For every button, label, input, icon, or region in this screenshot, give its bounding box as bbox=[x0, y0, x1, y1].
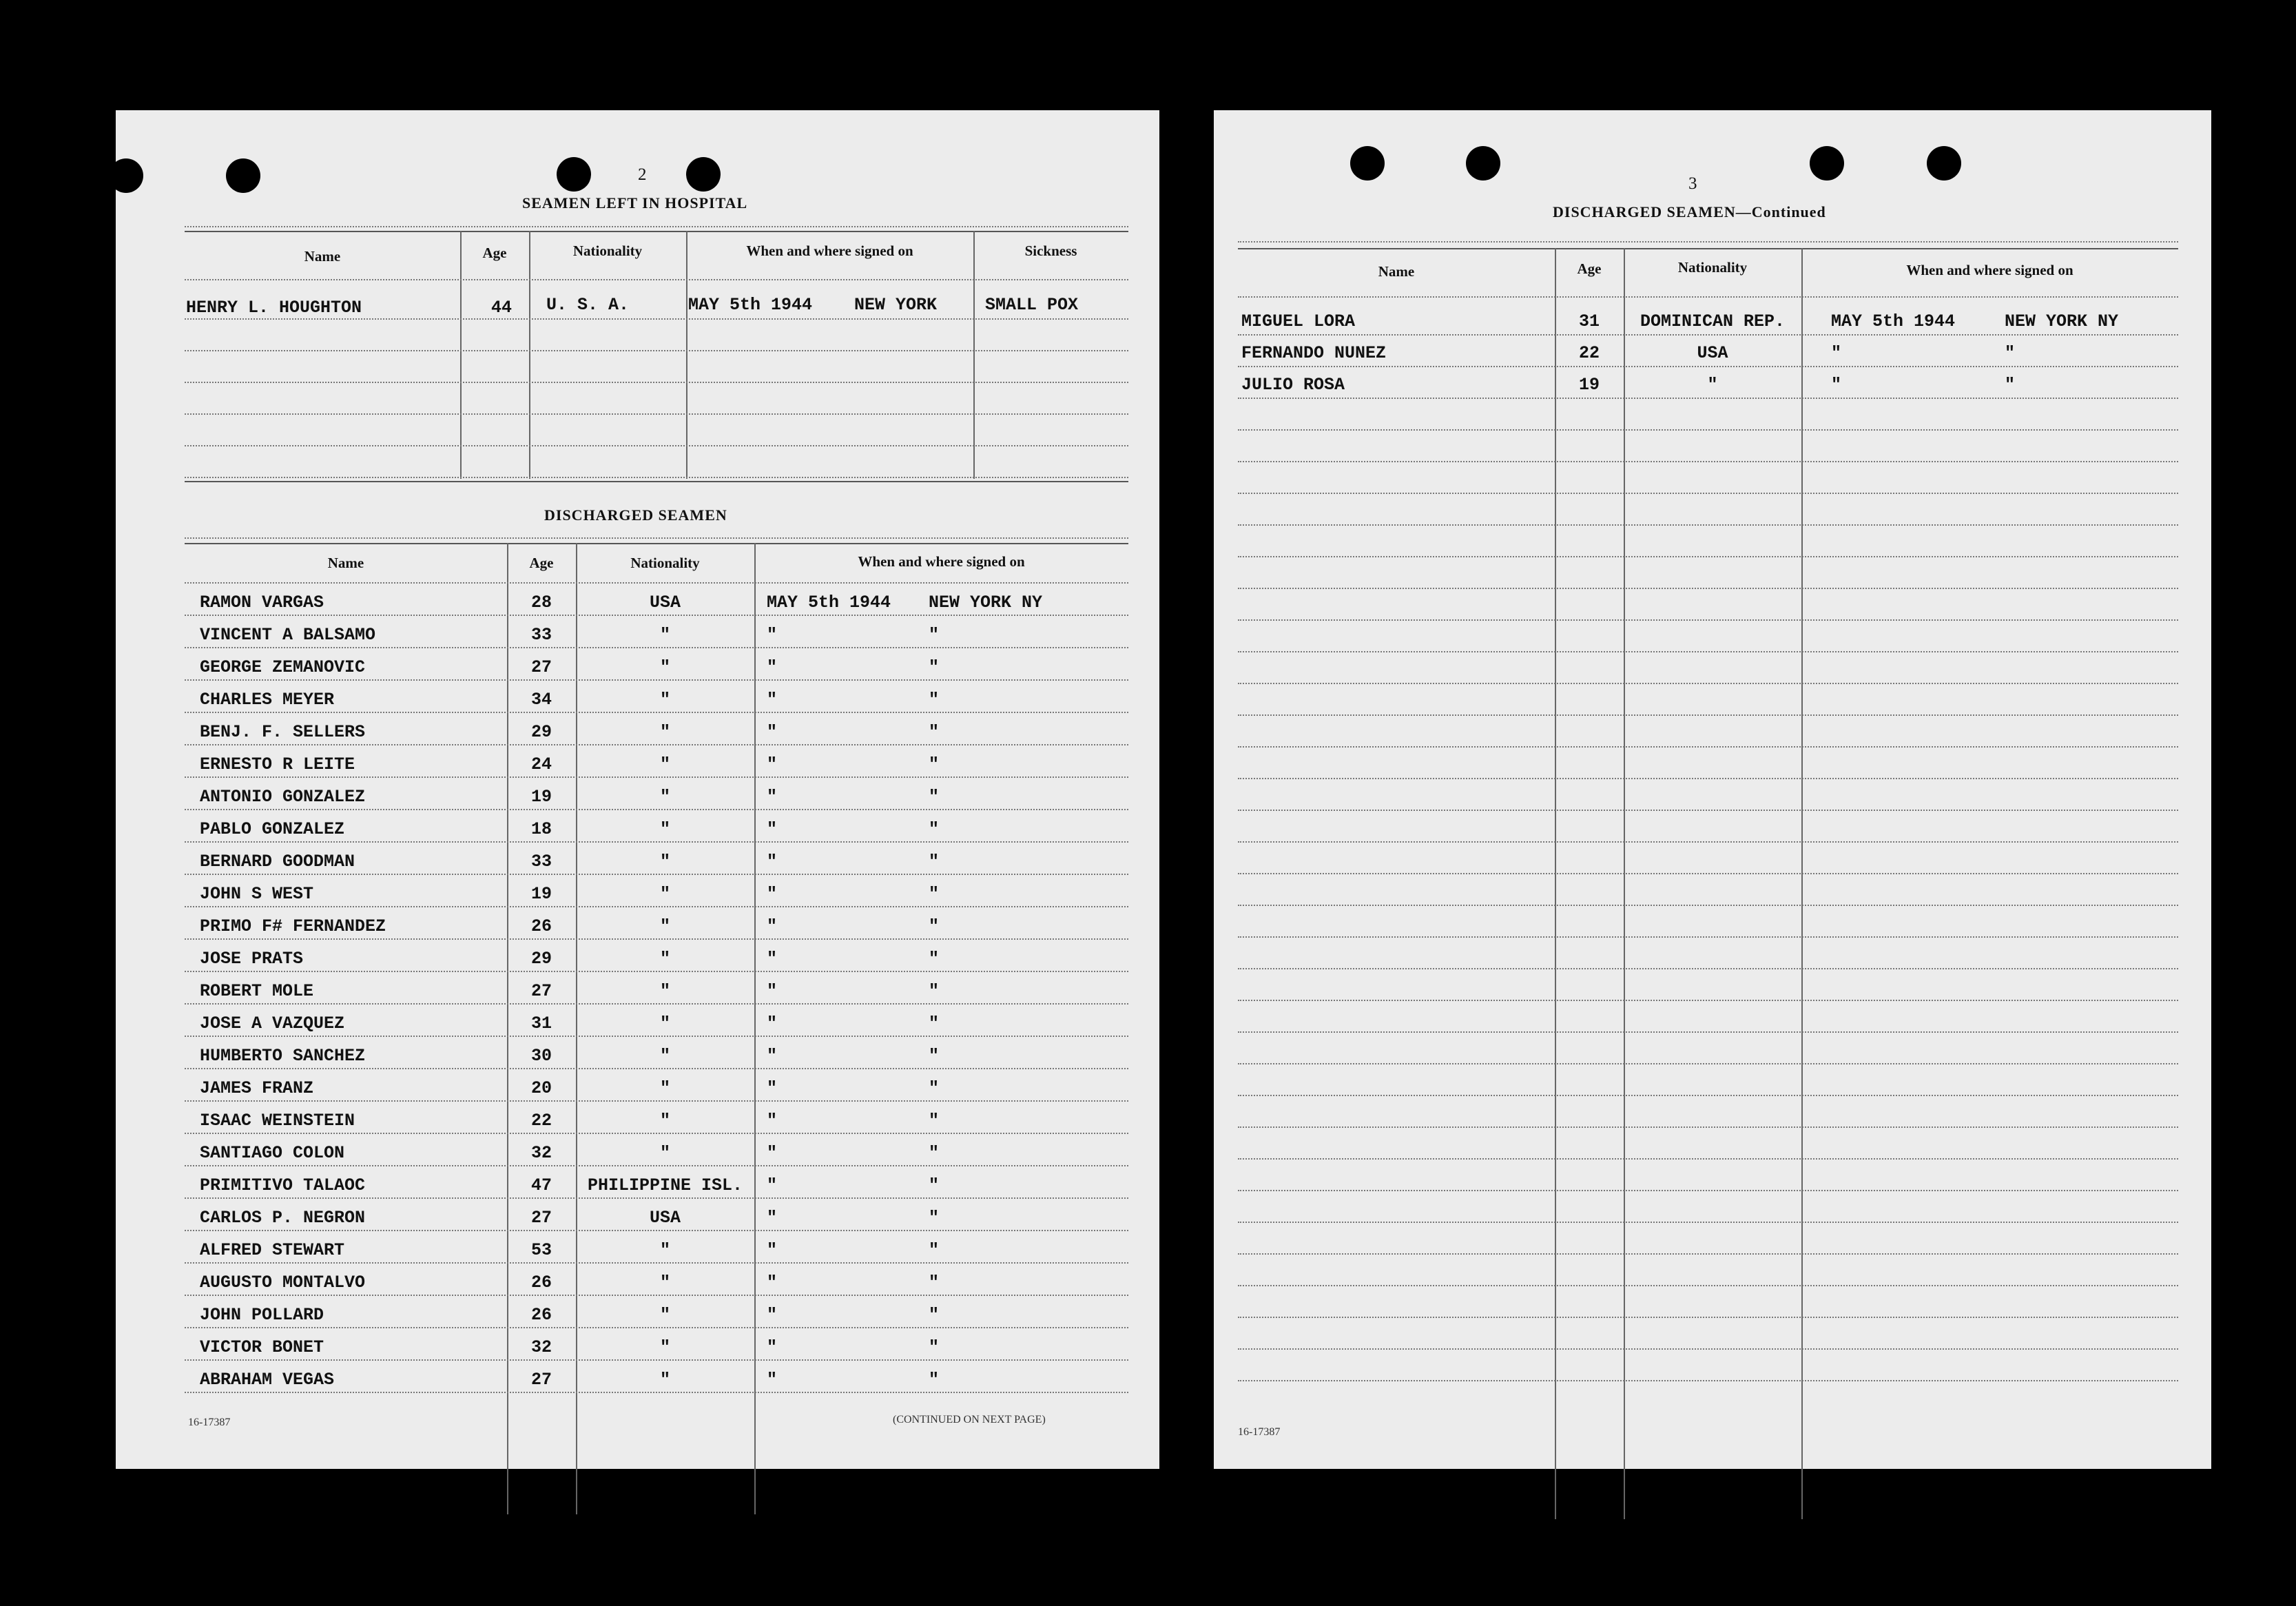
left-page bbox=[116, 110, 1159, 1469]
form-number: 16-17387 bbox=[188, 1417, 231, 1428]
seaman-signed-place: " bbox=[929, 1143, 940, 1163]
seaman-signed-date: MAY 5th 1944 bbox=[1831, 311, 1956, 331]
seaman-signed-date: " bbox=[767, 1143, 778, 1163]
hospital-nationality: U. S. A. bbox=[546, 295, 630, 315]
seaman-name: PABLO GONZALEZ bbox=[200, 819, 345, 839]
table-rule bbox=[1238, 493, 2178, 494]
column-divider bbox=[460, 231, 462, 479]
table-rule bbox=[1238, 1380, 2178, 1381]
seaman-signed-place: " bbox=[929, 1111, 940, 1131]
seaman-name: PRIMO F# FERNANDEZ bbox=[200, 916, 386, 936]
seaman-signed-date: " bbox=[767, 690, 778, 710]
seaman-signed-place: " bbox=[929, 981, 940, 1001]
seaman-signed-place: " bbox=[929, 1370, 940, 1390]
table-rule bbox=[185, 582, 1128, 584]
seaman-name: PRIMITIVO TALAOC bbox=[200, 1175, 366, 1195]
table-rule bbox=[185, 1327, 1128, 1328]
table-rule bbox=[185, 809, 1128, 810]
discharged-continued-title: DISCHARGED SEAMEN—Continued bbox=[1553, 203, 1826, 220]
seaman-nationality: DOMINICAN REP. bbox=[1640, 311, 1786, 331]
punch-hole bbox=[686, 157, 721, 192]
seaman-name: MIGUEL LORA bbox=[1241, 311, 1356, 331]
table-rule bbox=[1238, 1158, 2178, 1160]
seaman-signed-place: " bbox=[929, 690, 940, 710]
seaman-age: 26 bbox=[530, 916, 552, 936]
table-rule bbox=[185, 1165, 1128, 1166]
seaman-name: ROBERT MOLE bbox=[200, 981, 314, 1001]
seaman-signed-place: " bbox=[2005, 375, 2016, 395]
table-rule bbox=[185, 874, 1128, 875]
seaman-age: 33 bbox=[530, 852, 552, 872]
seaman-age: 19 bbox=[530, 884, 552, 904]
punch-hole bbox=[1927, 146, 1961, 181]
seaman-signed-place: " bbox=[929, 1273, 940, 1293]
table-rule bbox=[185, 1392, 1128, 1393]
seaman-signed-place: NEW YORK NY bbox=[2005, 311, 2119, 331]
column-divider bbox=[754, 543, 756, 1514]
col-header-age: Age bbox=[482, 245, 507, 261]
col-header-name: Name bbox=[327, 555, 364, 571]
seaman-signed-place: " bbox=[929, 1337, 940, 1357]
seaman-signed-date: " bbox=[767, 916, 778, 936]
seaman-age: 29 bbox=[530, 949, 552, 969]
table-rule bbox=[1238, 1285, 2178, 1286]
table-rule bbox=[1238, 1126, 2178, 1128]
column-divider bbox=[1555, 248, 1556, 1519]
table-rule bbox=[185, 413, 1128, 415]
seaman-signed-place: " bbox=[929, 1013, 940, 1033]
seaman-name: BERNARD GOODMAN bbox=[200, 852, 355, 872]
table-rule bbox=[185, 776, 1128, 778]
table-rule bbox=[185, 537, 1128, 539]
table-rule bbox=[1238, 588, 2178, 589]
table-rule bbox=[1238, 398, 2178, 399]
seaman-age: 29 bbox=[530, 722, 552, 742]
table-rule bbox=[185, 350, 1128, 351]
seaman-nationality: " bbox=[659, 1240, 670, 1260]
table-rule bbox=[185, 1230, 1128, 1231]
seaman-age: 33 bbox=[530, 625, 552, 645]
seaman-signed-date: " bbox=[767, 1046, 778, 1066]
table-rule bbox=[1238, 683, 2178, 684]
seaman-signed-date: " bbox=[767, 787, 778, 807]
seaman-age: 19 bbox=[530, 787, 552, 807]
seaman-age: 31 bbox=[1578, 311, 1600, 331]
seaman-name: ISAAC WEINSTEIN bbox=[200, 1111, 355, 1131]
col-header-age: Age bbox=[1577, 260, 1602, 277]
seaman-age: 34 bbox=[530, 690, 552, 710]
form-number: 16-17387 bbox=[1238, 1426, 1281, 1438]
seaman-signed-date: " bbox=[767, 625, 778, 645]
punch-hole bbox=[226, 158, 260, 193]
seaman-signed-place: " bbox=[929, 787, 940, 807]
seaman-age: 27 bbox=[530, 1370, 552, 1390]
seaman-nationality: " bbox=[659, 1143, 670, 1163]
seaman-signed-date: " bbox=[767, 1273, 778, 1293]
seaman-name: BENJ. F. SELLERS bbox=[200, 722, 366, 742]
hospital-section-title: SEAMEN LEFT IN HOSPITAL bbox=[522, 194, 748, 212]
seaman-nationality: " bbox=[659, 754, 670, 774]
seaman-nationality: " bbox=[659, 981, 670, 1001]
punch-hole bbox=[109, 158, 143, 193]
seaman-signed-date: " bbox=[767, 1013, 778, 1033]
seaman-signed-date: " bbox=[767, 722, 778, 742]
seaman-signed-place: " bbox=[929, 1078, 940, 1098]
seaman-name: ERNESTO R LEITE bbox=[200, 754, 355, 774]
discharged-section-title: DISCHARGED SEAMEN bbox=[544, 506, 727, 524]
table-rule bbox=[1238, 651, 2178, 652]
page-number: 2 bbox=[638, 165, 647, 184]
table-rule bbox=[1238, 746, 2178, 748]
seaman-signed-date: " bbox=[767, 1111, 778, 1131]
seaman-age: 53 bbox=[530, 1240, 552, 1260]
seaman-name: AUGUSTO MONTALVO bbox=[200, 1273, 366, 1293]
table-rule bbox=[185, 231, 1128, 232]
col-header-name: Name bbox=[304, 248, 341, 265]
seaman-name: JOSE A VAZQUEZ bbox=[200, 1013, 345, 1033]
seaman-signed-place: " bbox=[929, 949, 940, 969]
table-rule bbox=[1238, 1253, 2178, 1255]
seaman-age: 22 bbox=[530, 1111, 552, 1131]
seaman-signed-place: " bbox=[929, 1240, 940, 1260]
table-rule bbox=[1238, 366, 2178, 367]
seaman-name: JOHN POLLARD bbox=[200, 1305, 324, 1325]
table-rule bbox=[185, 1133, 1128, 1134]
seaman-nationality: " bbox=[659, 1273, 670, 1293]
table-rule bbox=[1238, 1317, 2178, 1318]
seaman-nationality: PHILIPPINE ISL. bbox=[587, 1175, 743, 1195]
table-rule bbox=[185, 1100, 1128, 1102]
col-header-nationality: Nationality bbox=[630, 555, 700, 571]
table-rule bbox=[1238, 461, 2178, 462]
seaman-age: 27 bbox=[530, 981, 552, 1001]
seaman-signed-date: " bbox=[767, 1305, 778, 1325]
hospital-sickness: SMALL POX bbox=[985, 295, 1079, 315]
table-rule bbox=[185, 382, 1128, 383]
seaman-name: VICTOR BONET bbox=[200, 1337, 324, 1357]
seaman-nationality: " bbox=[659, 690, 670, 710]
table-rule bbox=[1238, 1063, 2178, 1064]
seaman-signed-place: " bbox=[929, 722, 940, 742]
seaman-name: ABRAHAM VEGAS bbox=[200, 1370, 335, 1390]
punch-hole bbox=[1466, 146, 1500, 181]
seaman-nationality: " bbox=[659, 1013, 670, 1033]
seaman-name: ANTONIO GONZALEZ bbox=[200, 787, 366, 807]
seaman-nationality: " bbox=[659, 657, 670, 677]
seaman-nationality: " bbox=[659, 1078, 670, 1098]
seaman-age: 28 bbox=[530, 593, 552, 612]
table-rule bbox=[185, 1359, 1128, 1361]
seaman-nationality: " bbox=[1707, 375, 1718, 395]
table-rule bbox=[1238, 905, 2178, 906]
seaman-signed-date: " bbox=[767, 1337, 778, 1357]
table-rule bbox=[185, 647, 1128, 648]
seaman-signed-date: " bbox=[767, 981, 778, 1001]
seaman-nationality: " bbox=[659, 852, 670, 872]
punch-hole bbox=[557, 157, 591, 192]
seaman-age: 32 bbox=[530, 1143, 552, 1163]
seaman-signed-place: " bbox=[2005, 343, 2016, 363]
seaman-signed-date: " bbox=[767, 1078, 778, 1098]
column-divider bbox=[973, 231, 975, 479]
seaman-name: FERNANDO NUNEZ bbox=[1241, 343, 1387, 363]
table-rule bbox=[1238, 241, 2178, 243]
seaman-signed-date: " bbox=[767, 884, 778, 904]
table-rule bbox=[1238, 714, 2178, 716]
seaman-age: 22 bbox=[1578, 343, 1600, 363]
table-rule bbox=[185, 481, 1128, 482]
column-divider bbox=[529, 231, 530, 479]
seaman-signed-date: " bbox=[767, 852, 778, 872]
table-rule bbox=[1238, 429, 2178, 431]
table-rule bbox=[185, 1197, 1128, 1199]
seaman-nationality: USA bbox=[1697, 343, 1728, 363]
table-rule bbox=[185, 841, 1128, 843]
col-header-name: Name bbox=[1378, 263, 1415, 280]
table-rule bbox=[185, 971, 1128, 972]
table-rule bbox=[1238, 841, 2178, 843]
col-header-age: Age bbox=[529, 555, 554, 571]
seaman-age: 30 bbox=[530, 1046, 552, 1066]
seaman-signed-date: " bbox=[1831, 375, 1842, 395]
seaman-signed-date: " bbox=[767, 657, 778, 677]
seaman-signed-date: " bbox=[767, 1370, 778, 1390]
seaman-nationality: " bbox=[659, 787, 670, 807]
seaman-age: 27 bbox=[530, 1208, 552, 1228]
seaman-name: RAMON VARGAS bbox=[200, 593, 324, 612]
seaman-signed-date: " bbox=[767, 1175, 778, 1195]
table-rule bbox=[185, 477, 1128, 478]
seaman-nationality: " bbox=[659, 1111, 670, 1131]
column-divider bbox=[1801, 248, 1803, 1519]
col-header-signed-on: When and where signed on bbox=[858, 553, 1025, 570]
table-rule bbox=[185, 1295, 1128, 1296]
column-divider bbox=[686, 231, 687, 479]
table-rule bbox=[1238, 936, 2178, 938]
table-rule bbox=[185, 226, 1128, 227]
seaman-age: 18 bbox=[530, 819, 552, 839]
seaman-name: JAMES FRANZ bbox=[200, 1078, 314, 1098]
table-rule bbox=[1238, 334, 2178, 336]
hospital-place: NEW YORK bbox=[854, 295, 938, 315]
hospital-age: 44 bbox=[491, 298, 513, 318]
table-rule bbox=[1238, 873, 2178, 874]
table-rule bbox=[185, 543, 1128, 544]
seaman-name: JOHN S WEST bbox=[200, 884, 314, 904]
table-rule bbox=[185, 445, 1128, 446]
seaman-name: ALFRED STEWART bbox=[200, 1240, 345, 1260]
seaman-signed-date: MAY 5th 1944 bbox=[767, 593, 891, 612]
seaman-signed-place: " bbox=[929, 916, 940, 936]
seaman-age: 26 bbox=[530, 1305, 552, 1325]
seaman-age: 24 bbox=[530, 754, 552, 774]
seaman-nationality: " bbox=[659, 722, 670, 742]
right-page bbox=[1214, 110, 2211, 1469]
seaman-name: CHARLES MEYER bbox=[200, 690, 335, 710]
seaman-signed-place: " bbox=[929, 625, 940, 645]
hospital-date: MAY 5th 1944 bbox=[688, 295, 813, 315]
table-rule bbox=[1238, 778, 2178, 779]
seaman-name: CARLOS P. NEGRON bbox=[200, 1208, 366, 1228]
table-rule bbox=[185, 906, 1128, 907]
seaman-age: 31 bbox=[530, 1013, 552, 1033]
table-rule bbox=[185, 679, 1128, 681]
seaman-nationality: " bbox=[659, 916, 670, 936]
seaman-signed-date: " bbox=[767, 1208, 778, 1228]
seaman-nationality: " bbox=[659, 1337, 670, 1357]
table-rule bbox=[1238, 810, 2178, 811]
page-number: 3 bbox=[1688, 174, 1697, 193]
seaman-nationality: USA bbox=[649, 593, 681, 612]
seaman-name: VINCENT A BALSAMO bbox=[200, 625, 376, 645]
seaman-signed-date: " bbox=[767, 754, 778, 774]
table-rule bbox=[1238, 1031, 2178, 1033]
seaman-nationality: USA bbox=[649, 1208, 681, 1228]
seaman-signed-date: " bbox=[767, 819, 778, 839]
seaman-name: JULIO ROSA bbox=[1241, 375, 1345, 395]
seaman-age: 47 bbox=[530, 1175, 552, 1195]
seaman-signed-place: " bbox=[929, 852, 940, 872]
hospital-name: HENRY L. HOUGHTON bbox=[186, 298, 362, 318]
table-rule bbox=[185, 938, 1128, 940]
seaman-signed-date: " bbox=[767, 1240, 778, 1260]
seaman-signed-place: NEW YORK NY bbox=[929, 593, 1043, 612]
table-rule bbox=[1238, 1190, 2178, 1191]
table-rule bbox=[185, 615, 1128, 616]
seaman-nationality: " bbox=[659, 949, 670, 969]
seaman-nationality: " bbox=[659, 819, 670, 839]
seaman-nationality: " bbox=[659, 1370, 670, 1390]
seaman-age: 20 bbox=[530, 1078, 552, 1098]
punch-hole bbox=[1350, 146, 1385, 181]
continued-note: (CONTINUED ON NEXT PAGE) bbox=[893, 1414, 1046, 1425]
seaman-nationality: " bbox=[659, 884, 670, 904]
table-rule bbox=[185, 744, 1128, 745]
table-rule bbox=[1238, 1000, 2178, 1001]
table-rule bbox=[185, 1068, 1128, 1069]
table-rule bbox=[1238, 619, 2178, 621]
table-rule bbox=[185, 1036, 1128, 1037]
col-header-signed-on: When and where signed on bbox=[746, 243, 913, 259]
seaman-signed-place: " bbox=[929, 657, 940, 677]
table-rule bbox=[1238, 556, 2178, 557]
table-rule bbox=[185, 279, 1128, 280]
seaman-signed-date: " bbox=[1831, 343, 1842, 363]
seaman-signed-date: " bbox=[767, 949, 778, 969]
seaman-age: 26 bbox=[530, 1273, 552, 1293]
col-header-sickness: Sickness bbox=[1024, 243, 1077, 259]
table-rule bbox=[1238, 1348, 2178, 1350]
seaman-signed-place: " bbox=[929, 884, 940, 904]
table-rule bbox=[185, 1262, 1128, 1264]
col-header-nationality: Nationality bbox=[1677, 259, 1748, 276]
table-rule bbox=[185, 318, 1128, 320]
seaman-nationality: " bbox=[659, 625, 670, 645]
table-rule bbox=[1238, 296, 2178, 298]
seaman-signed-place: " bbox=[929, 1175, 940, 1195]
seaman-signed-place: " bbox=[929, 1305, 940, 1325]
seaman-signed-place: " bbox=[929, 819, 940, 839]
seaman-age: 32 bbox=[530, 1337, 552, 1357]
punch-hole bbox=[1810, 146, 1844, 181]
table-rule bbox=[185, 1003, 1128, 1005]
table-rule bbox=[1238, 1095, 2178, 1096]
table-rule bbox=[1238, 524, 2178, 526]
seaman-signed-place: " bbox=[929, 1208, 940, 1228]
table-rule bbox=[185, 712, 1128, 713]
column-divider bbox=[1624, 248, 1625, 1519]
seaman-nationality: " bbox=[659, 1046, 670, 1066]
seaman-nationality: " bbox=[659, 1305, 670, 1325]
seaman-name: JOSE PRATS bbox=[200, 949, 304, 969]
seaman-name: HUMBERTO SANCHEZ bbox=[200, 1046, 366, 1066]
seaman-age: 19 bbox=[1578, 375, 1600, 395]
seaman-name: SANTIAGO COLON bbox=[200, 1143, 345, 1163]
table-rule bbox=[1238, 248, 2178, 249]
col-header-nationality: Nationality bbox=[572, 243, 643, 259]
seaman-signed-place: " bbox=[929, 754, 940, 774]
seaman-signed-place: " bbox=[929, 1046, 940, 1066]
table-rule bbox=[1238, 1222, 2178, 1223]
seaman-age: 27 bbox=[530, 657, 552, 677]
table-rule bbox=[1238, 968, 2178, 969]
seaman-name: GEORGE ZEMANOVIC bbox=[200, 657, 366, 677]
col-header-signed-on: When and where signed on bbox=[1906, 262, 2073, 278]
